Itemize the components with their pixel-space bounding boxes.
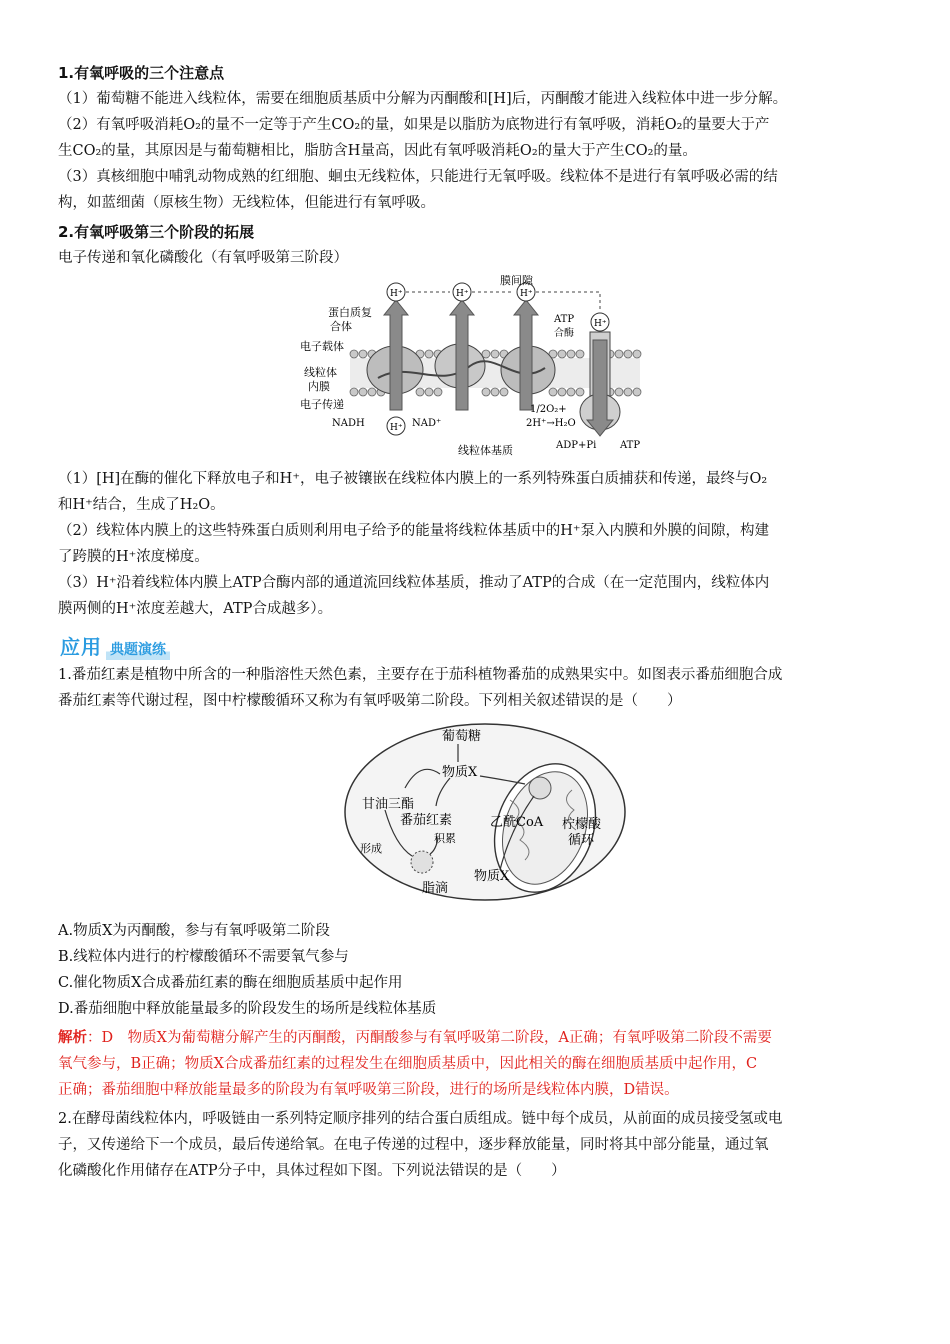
section1-paragraph-2-line2: 生CO₂的量，其原因是与葡萄糖相比，脂肪含H量高，因此有氧呼吸消耗O₂的量大于产生CO₂的量。 bbox=[58, 143, 697, 159]
section2-paragraph-2-line2: 了跨膜的H⁺浓度梯度。 bbox=[58, 549, 209, 565]
q1-option-c: C.催化物质X合成番茄红素的酶在细胞质基质中起作用 bbox=[58, 975, 403, 991]
nad-label: NAD⁺ bbox=[412, 418, 442, 429]
q1-stem-line2: 番茄红素等代谢过程，图中柠檬酸循环又称为有氧呼吸第二阶段。下列相关叙述错误的是（ ） bbox=[58, 693, 682, 709]
atp-label: ATP bbox=[620, 440, 641, 451]
label-glucose: 葡萄糖 bbox=[442, 729, 482, 744]
carrier-label: 电子载体 bbox=[300, 340, 344, 353]
q2-stem-line1: 2.在酵母菌线粒体内，呼吸链由一系列特定顺序排列的结合蛋白质组成。链中每个成员，从前面的成员接受氢或电 bbox=[58, 1111, 783, 1127]
label-substance-x-top: 物质X bbox=[442, 765, 478, 780]
analysis-label: 解析 bbox=[58, 1030, 87, 1046]
label-acetyl-coa: 乙酰CoA bbox=[490, 815, 544, 830]
q2-stem-line2: 子，又传递给下一个成员，最后传递给氧。在电子传递的过程中，逐步释放能量，同时将其中部分能量，通过氧 bbox=[58, 1137, 769, 1153]
intermembrane-flow bbox=[406, 292, 600, 310]
analysis-answer: ：D bbox=[87, 1030, 114, 1046]
h-ion-label-3: H⁺ bbox=[520, 289, 533, 299]
q1-analysis-line3: 正确；番茄细胞中释放能量最多的阶段为有氧呼吸第三阶段，进行的场所是线粒体内膜，D错误。 bbox=[58, 1082, 679, 1098]
banner-subtitle: 典题演练 bbox=[106, 639, 170, 660]
q1-stem-line1: 1.番茄红素是植物中所含的一种脂溶性天然色素，主要存在于茄科植物番茄的成熟果实中。如图表示番茄细胞合成 bbox=[58, 667, 783, 683]
q1-option-a: A.物质X为丙酮酸，参与有氧呼吸第二阶段 bbox=[58, 923, 330, 939]
matrix-label: 线粒体基质 bbox=[458, 444, 513, 457]
water-label: 2H⁺→H₂O bbox=[526, 418, 576, 429]
section1-paragraph-2-line1: （2）有氧呼吸消耗O₂的量不一定等于产生CO₂的量，如果是以脂肪为底物进行有氧呼吸，消耗O₂的量要大于产 bbox=[58, 117, 770, 133]
section1-paragraph-1: （1）葡萄糖不能进入线粒体，需要在细胞质基质中分解为丙酮酸和[H]后，丙酮酸才能进入线粒体中进一步分解。 bbox=[58, 91, 788, 107]
atp-synthase-label-1: ATP bbox=[554, 314, 575, 325]
nadh-label: NADH bbox=[332, 418, 365, 429]
q1-analysis-line2: 氧气参与，B正确；物质X合成番茄红素的过程发生在细胞质基质中，因此相关的酶在细胞质基质中起作用，C bbox=[58, 1056, 758, 1072]
banner-title: 应用 bbox=[60, 635, 102, 659]
section1-paragraph-3-line1: （3）真核细胞中哺乳动物成熟的红细胞、蛔虫无线粒体，只能进行无氧呼吸。线粒体不是进行有氧呼吸必需的结 bbox=[58, 169, 778, 185]
section1-paragraph-3-line2: 构，如蓝细菌（原核生物）无线粒体，但能进行有氧呼吸。 bbox=[58, 195, 435, 211]
section1-heading: 1.有氧呼吸的三个注意点 bbox=[58, 64, 225, 82]
h-ion-label-4: H⁺ bbox=[594, 319, 607, 329]
section2-paragraph-1-line1: （1）[H]在酶的催化下释放电子和H⁺，电子被镶嵌在线粒体内膜上的一系列特殊蛋白质捕获和传递，最终与O₂ bbox=[58, 471, 768, 487]
adp-label: ADP+Pi bbox=[556, 440, 597, 451]
label-citric-2: 循环 bbox=[568, 833, 595, 848]
atp-synthase-label-2: 合酶 bbox=[554, 328, 574, 339]
label-accumulate: 积累 bbox=[434, 832, 456, 845]
section2-heading: 2.有氧呼吸第三个阶段的拓展 bbox=[58, 223, 255, 241]
oxygen-label: 1/2O₂+ bbox=[530, 404, 567, 415]
inner-membrane-label-2: 内膜 bbox=[308, 380, 330, 393]
q1-option-b: B.线粒体内进行的柠檬酸循环不需要氧气参与 bbox=[58, 949, 349, 965]
section2-paragraph-1-line2: 和H⁺结合，生成了H₂O。 bbox=[58, 497, 225, 513]
tomato-cell-diagram bbox=[340, 720, 630, 905]
h-ion-label-5: H⁺ bbox=[390, 423, 403, 433]
citric-cycle-icon bbox=[529, 777, 551, 799]
h-ion-label-1: H⁺ bbox=[390, 289, 403, 299]
electron-transport-diagram bbox=[290, 270, 670, 460]
complex-label-1: 蛋白质复 bbox=[328, 306, 372, 319]
intermembrane-label: 膜间隙 bbox=[500, 274, 533, 287]
section2-subtitle: 电子传递和氧化磷酸化（有氧呼吸第三阶段） bbox=[58, 250, 348, 266]
analysis-text-1: 物质X为葡萄糖分解产生的丙酮酸，丙酮酸参与有氧呼吸第二阶段，A正确；有氧呼吸第二阶段不需要 bbox=[113, 1030, 772, 1046]
label-citric-1: 柠檬酸 bbox=[562, 817, 602, 832]
h-ion-label-2: H⁺ bbox=[456, 289, 469, 299]
label-lycopene: 番茄红素 bbox=[400, 813, 453, 828]
complex-label-2: 合体 bbox=[330, 320, 352, 333]
section2-paragraph-3-line1: （3）H⁺沿着线粒体内膜上ATP合酶内部的通道流回线粒体基质，推动了ATP的合成（在一定范围内，线粒体内 bbox=[58, 575, 770, 591]
q2-stem-line3: 化磷酸化作用储存在ATP分子中，具体过程如下图。下列说法错误的是（ ） bbox=[58, 1163, 566, 1179]
inner-membrane-label-1: 线粒体 bbox=[304, 366, 337, 379]
practice-banner bbox=[60, 632, 170, 660]
transfer-label: 电子传递 bbox=[300, 398, 344, 411]
label-glycerol: 甘油三酯 bbox=[362, 797, 415, 812]
label-substance-x-mito: 物质X bbox=[474, 869, 510, 884]
lipid-droplet-icon bbox=[411, 851, 433, 873]
label-form: 形成 bbox=[360, 842, 382, 855]
q1-option-d: D.番茄细胞中释放能量最多的阶段发生的场所是线粒体基质 bbox=[58, 1001, 437, 1017]
q1-analysis-line1 bbox=[58, 1025, 898, 1051]
section2-paragraph-3-line2: 膜两侧的H⁺浓度差越大，ATP合成越多）。 bbox=[58, 601, 333, 617]
label-lipid-droplet: 脂滴 bbox=[422, 881, 449, 896]
section2-paragraph-2-line1: （2）线粒体内膜上的这些特殊蛋白质则利用电子给予的能量将线粒体基质中的H⁺泵入内膜和外膜的间隙，构建 bbox=[58, 523, 770, 539]
